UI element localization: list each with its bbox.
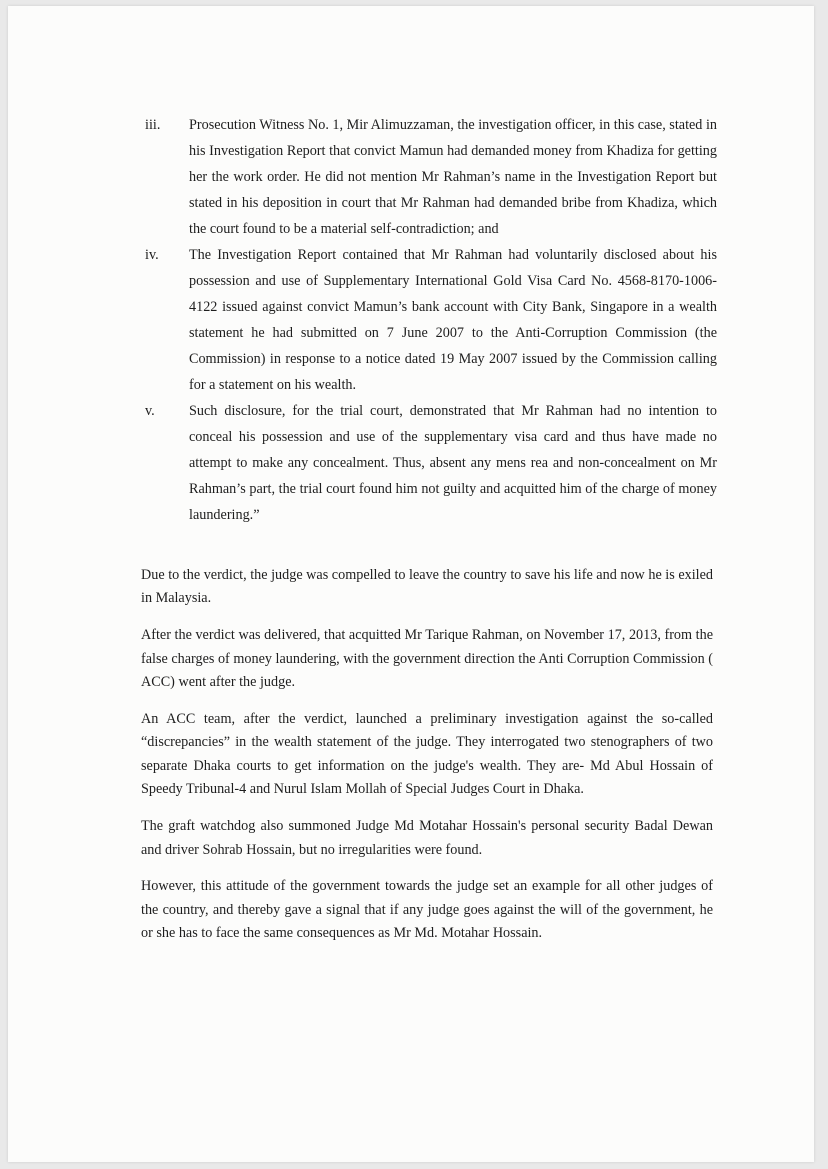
- paragraph-exile: Due to the verdict, the judge was compelled to leave the country to save his life and now he is exiled in Malaysia.: [141, 567, 713, 607]
- paragraph-investigation: An ACC team, after the verdict, launched a preliminary investigation against the so-called “discrepancies” in the wealth statement of the judge. They interrogated two stenographers of two separate Dhaka courts to get information on the judge's wealth. They are- Md Abul Hossain of Speedy Tribunal-4 and Nurul Islam Mollah of Special Judges Court in Dhaka.: [141, 711, 713, 798]
- list-item-text: Prosecution Witness No. 1, Mir Alimuzzaman, the investigation officer, in this case, stated in his Investigation Report that convict Mamun had demanded money from Khadiza for getting her the work order. He did not mention Mr Rahman’s name in the Investigation Report but stated in his deposition in court that Mr Rahman had demanded bribe from Khadiza, which the court found to be a material self-contradiction; and: [189, 117, 717, 237]
- list-marker: iii.: [145, 117, 161, 133]
- list-marker: iv.: [145, 247, 159, 263]
- numbered-list: [145, 112, 717, 528]
- list-item: [145, 398, 717, 528]
- list-item-text: Such disclosure, for the trial court, demonstrated that Mr Rahman had no intention to conceal his possession and use of the supplementary visa card and thus have made no attempt to make any concealment. Thus, absent any mens rea and non-concealment on Mr Rahman’s part, the trial court found him not guilty and acquitted him of the charge of money laundering.”: [189, 403, 717, 523]
- list-item-text: The Investigation Report contained that Mr Rahman had voluntarily disclosed about his possession and use of Supplementary International Gold Visa Card No. 4568-8170-1006-4122 issued against convict Mamun’s bank account with City Bank, Singapore in a wealth statement he had submitted on 7 June 2007 to the Anti-Corruption Commission (the Commission) in response to a notice dated 19 May 2007 issued by the Commission calling for a statement on his wealth.: [189, 247, 717, 393]
- paragraph-conclusion: However, this attitude of the government towards the judge set an example for all other judges of the country, and thereby gave a signal that if any judge goes against the will of the government, he or she has to face the same consequences as Mr Md. Motahar Hossain.: [141, 878, 713, 942]
- list-item: [145, 112, 717, 242]
- list-item: [145, 242, 717, 398]
- document-page: [8, 6, 814, 1162]
- paragraph-acc-pursuit: After the verdict was delivered, that acquitted Mr Tarique Rahman, on November 17, 2013, from the false charges of money laundering, with the government direction the Anti Corruption Commission ( ACC) went after the judge.: [141, 627, 713, 691]
- paragraph-summons: The graft watchdog also summoned Judge Md Motahar Hossain's personal security Badal Dewan and driver Sohrab Hossain, but no irregularities were found.: [141, 818, 713, 858]
- body-paragraphs: [141, 564, 713, 959]
- list-marker: v.: [145, 403, 155, 419]
